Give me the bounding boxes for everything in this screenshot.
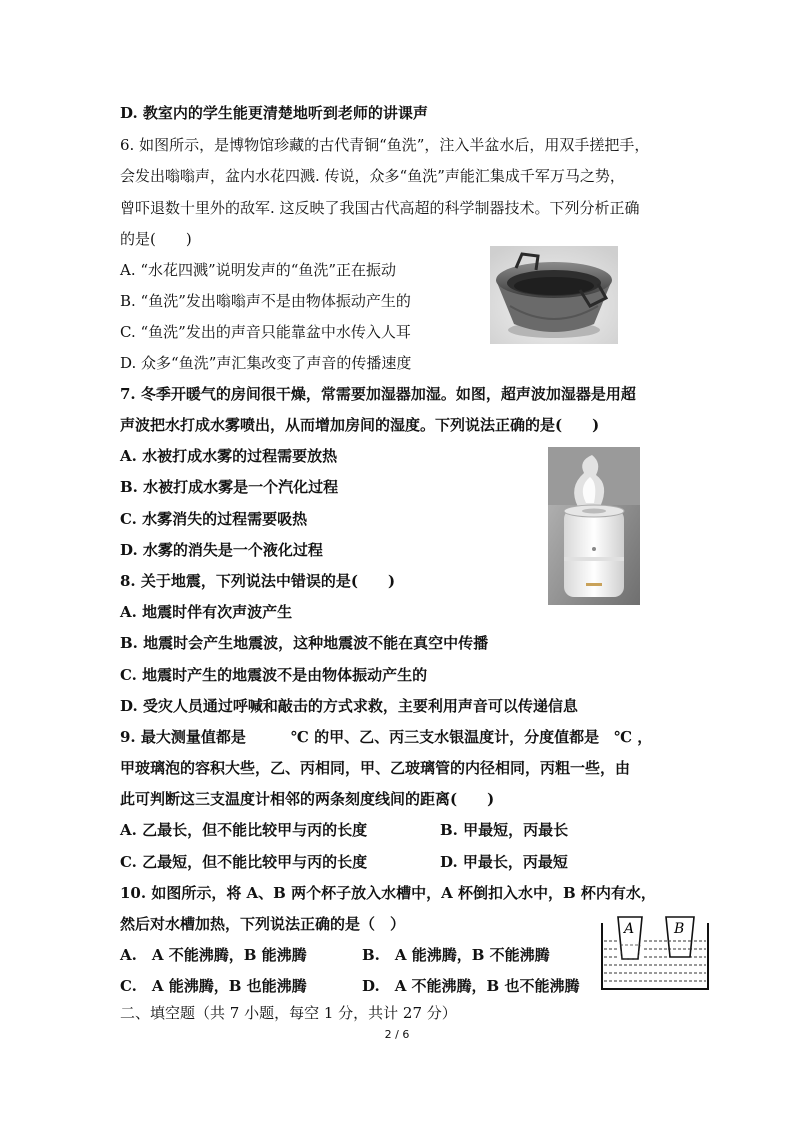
- q10-option-d: D. A 不能沸腾，B 也不能沸腾: [362, 977, 580, 995]
- q10-option-c: C. A 能沸腾，B 也能沸腾: [120, 977, 307, 995]
- q5-option-d: D. 教室内的学生能更清楚地听到老师的讲课声: [120, 104, 428, 122]
- q10-stem-line-1: 10. 如图所示，将 A、B 两个杯子放入水槽中，A 杯倒扣入水中，B 杯内有水，: [120, 884, 656, 902]
- q9-stem-line-3: 此可判断这三支温度计相邻的两条刻度线间的距离( ): [120, 790, 495, 808]
- q8-option-d: D. 受灾人员通过呼喊和敲击的方式求救，主要利用声音可以传递信息: [120, 697, 578, 715]
- q7-stem-line-1: 7. 冬季开暖气的房间很干燥，常需要加湿器加湿。如图，超声波加湿器是用超: [120, 385, 636, 403]
- q9-option-c: C. 乙最短，但不能比较甲与丙的长度: [120, 853, 368, 871]
- q9-stem-line-1: 9. 最大测量值都是 ℃ 的甲、乙、丙三支水银温度计，分度值都是 ℃ ，: [120, 728, 653, 746]
- q6-stem-line-4: 的是( ): [120, 230, 192, 248]
- q6-option-a: A. “水花四溅”说明发声的“鱼洗”正在振动: [120, 261, 397, 279]
- humidifier-image: [548, 447, 640, 605]
- q9-stem-line-2: 甲玻璃泡的容积大些，乙、丙相同，甲、乙玻璃管的内径相同，丙粗一些，由: [120, 759, 631, 777]
- q8-option-a: A. 地震时伴有次声波产生: [120, 603, 293, 621]
- q6-option-c: C. “鱼洗”发出的声音只能靠盆中水传入人耳: [120, 323, 411, 341]
- q10-option-a: A. A 不能沸腾，B 能沸腾: [120, 946, 307, 964]
- q6-stem-line-2: 会发出嗡嗡声，盆内水花四溅. 传说，众多“鱼洗”声能汇集成千军万马之势，: [120, 167, 625, 185]
- q7-option-c: C. 水雾消失的过程需要吸热: [120, 510, 308, 528]
- q9-option-b: B. 甲最短，丙最长: [440, 821, 569, 839]
- q7-option-b: B. 水被打成水雾是一个汽化过程: [120, 478, 339, 496]
- q6-stem-line-3: 曾吓退数十里外的敌军. 这反映了我国古代高超的科学制器技术。下列分析正确: [120, 199, 640, 217]
- q6-option-b: B. “鱼洗”发出嗡嗡声不是由物体振动产生的: [120, 292, 411, 310]
- fish-basin-image: [490, 246, 618, 344]
- q9-option-d: D. 甲最长，丙最短: [440, 853, 568, 871]
- q7-option-d: D. 水雾的消失是一个液化过程: [120, 541, 323, 559]
- q10-option-b: B. A 能沸腾，B 不能沸腾: [362, 946, 550, 964]
- q8-option-b: B. 地震时会产生地震波，这种地震波不能在真空中传播: [120, 634, 489, 652]
- q9-option-a: A. 乙最长，但不能比较甲与丙的长度: [120, 821, 368, 839]
- q6-stem-line-1: 6. 如图所示，是博物馆珍藏的古代青铜“鱼洗”，注入半盆水后，用双手搓把手，: [120, 136, 650, 154]
- water-tank-diagram: [600, 915, 710, 995]
- section-2-heading: 二、填空题（共 7 小题，每空 1 分，共计 27 分）: [120, 1004, 457, 1022]
- q6-option-d: D. 众多“鱼洗”声汇集改变了声音的传播速度: [120, 354, 412, 372]
- q7-option-a: A. 水被打成水雾的过程需要放热: [120, 447, 338, 465]
- q10-stem-line-2: 然后对水槽加热，下列说法正确的是（ ）: [120, 915, 406, 933]
- q8-option-c: C. 地震时产生的地震波不是由物体振动产生的: [120, 666, 428, 684]
- cup-b-label: B: [674, 921, 685, 937]
- cup-a-label: A: [624, 921, 635, 937]
- page-number: 2 / 6: [384, 1028, 410, 1041]
- q8-stem: 8. 关于地震，下列说法中错误的是( ): [120, 572, 396, 590]
- q7-stem-line-2: 声波把水打成水雾喷出，从而增加房间的湿度。下列说法正确的是( ): [120, 416, 600, 434]
